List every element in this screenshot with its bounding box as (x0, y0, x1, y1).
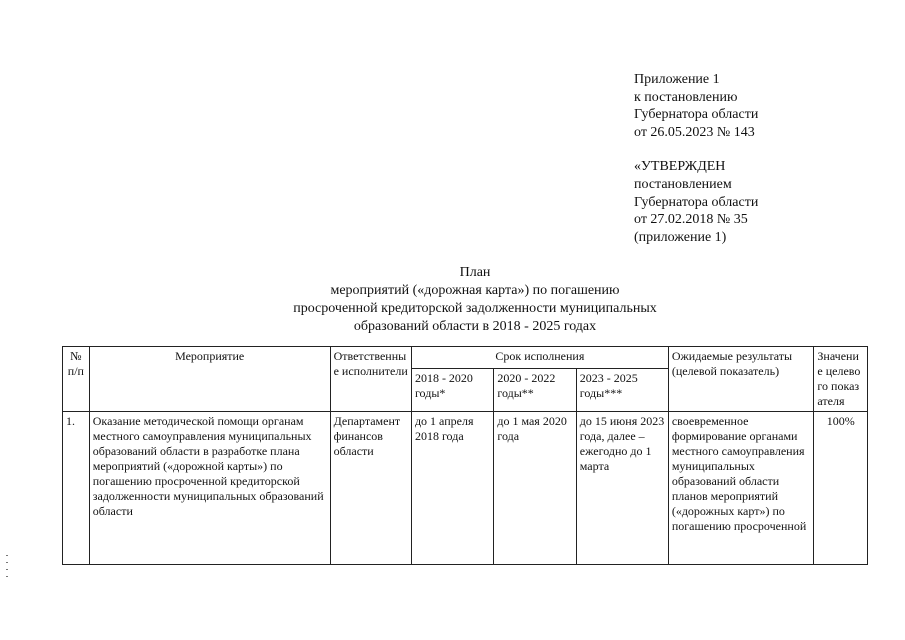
row-period-2020-2022: до 1 мая 2020 года (494, 412, 576, 565)
approved-line: от 27.02.2018 № 35 (634, 212, 748, 228)
row-period-2023-2025: до 15 июня 2023 года, далее – ежегодно до 1 марта (576, 412, 668, 565)
row-results: своевременное формирование органами местного самоуправления муниципальных образований области планов мероприятий («дорожных карт») по погашению просроченной (668, 412, 814, 565)
approval-line: от 26.05.2023 № 143 (634, 124, 755, 140)
title-line: мероприятий («дорожная карта») по погашению (330, 283, 620, 298)
plan-table (62, 346, 868, 565)
row-executors: Департамент финансов области (330, 412, 411, 565)
title-line: образований области в 2018 - 2025 годах (353, 319, 597, 334)
header-period-2020-2022: 2020 - 2022 годы** (494, 369, 576, 412)
header-executors: Ответственные исполнители (330, 347, 411, 412)
approved-line: постановлением (634, 176, 732, 192)
title-line: просроченной кредиторской задолженности муниципальных (293, 301, 657, 316)
table-row (63, 412, 868, 565)
title-line: План (459, 265, 491, 280)
approved-line: «УТВЕРЖДЕН (634, 159, 726, 175)
scan-mark (6, 555, 8, 556)
approval-block (634, 71, 758, 246)
header-value: Значение целевого показателя (814, 347, 868, 412)
header-results: Ожидаемые результаты (целевой показатель) (668, 347, 814, 412)
row-period-2018-2020: до 1 апреля 2018 года (411, 412, 493, 565)
header-period-2018-2020: 2018 - 2020 годы* (411, 369, 493, 412)
document-title (255, 264, 695, 336)
approved-line: (приложение 1) (634, 229, 727, 245)
approved-line: Губернатора области (634, 194, 759, 210)
row-num: 1. (63, 412, 90, 565)
approval-gap (634, 141, 758, 158)
header-row (63, 347, 868, 369)
approval-line: Губернатора области (634, 107, 759, 123)
scan-mark (6, 562, 8, 563)
header-event: Мероприятие (89, 347, 330, 412)
approval-line: Приложение 1 (634, 72, 720, 87)
row-value: 100% (814, 412, 868, 565)
header-deadline: Срок исполнения (411, 347, 668, 369)
approval-line: к постановлению (634, 89, 738, 105)
scan-mark (6, 576, 8, 577)
scan-mark (6, 569, 8, 570)
row-event: Оказание методической помощи органам местного самоуправления муниципальных образований области в разработке плана мероприятий («дорожной карты») по погашению просроченной кредиторской задолженности муниципальных образований области (89, 412, 330, 565)
header-period-2023-2025: 2023 - 2025 годы*** (576, 369, 668, 412)
scan-margin-marks (6, 555, 9, 583)
header-num: № п/п (63, 347, 90, 412)
